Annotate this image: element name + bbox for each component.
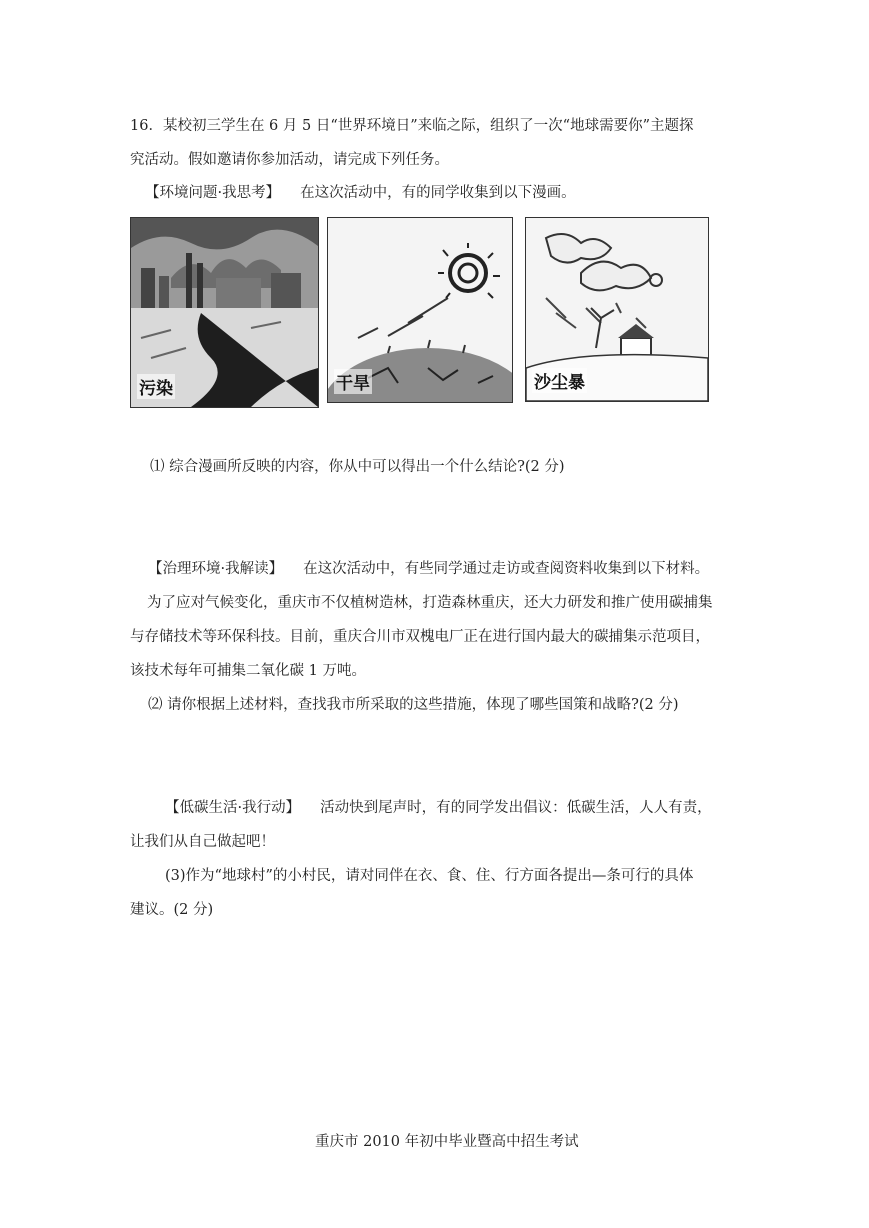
section-2-text: 在这次活动中，有些同学通过走访或查阅资料收集到以下材料。: [303, 561, 710, 577]
question-1: ⑴ 综合漫画所反映的内容，你从中可以得出一个什么结论?(2 分): [150, 459, 565, 475]
section-3-text: 活动快到尾声时，有的同学发出倡议：低碳生活，人人有责，: [320, 800, 712, 816]
comic-drought: [327, 217, 513, 403]
comic-sandstorm: [525, 217, 709, 402]
section-1-text: 在这次活动中，有的同学收集到以下漫画。: [300, 185, 576, 201]
section-1-heading: [145, 181, 576, 202]
question-16-line-2: 究活动。假如邀请你参加活动，请完成下列任务。: [130, 152, 449, 168]
comic-drought-caption: 干旱: [334, 369, 372, 394]
question-3-line-1: (3)作为“地球村”的小村民，请对同伴在衣、食、住、行方面各提出—条可行的具体: [165, 868, 694, 884]
section-2-heading: [148, 557, 709, 578]
comic-pollution: [130, 217, 319, 408]
section-1-title: 【环境问题·我思考】: [145, 185, 281, 201]
comic-sandstorm-caption: 沙尘暴: [532, 368, 587, 393]
material-line-1: 为了应对气候变化，重庆市不仅植树造林，打造森林重庆，还大力研发和推广使用碳捕集: [147, 595, 713, 611]
comic-pollution-caption: 污染: [137, 374, 175, 399]
page-footer: 重庆市 2010 年初中毕业暨高中招生考试: [315, 1134, 579, 1150]
section-2-title: 【治理环境·我解读】: [148, 561, 284, 577]
question-2: ⑵ 请你根据上述材料，查找我市所采取的这些措施，体现了哪些国策和战略?(2 分): [148, 697, 679, 713]
question-3-line-2: 建议。(2 分): [130, 902, 214, 918]
section-3-heading: [165, 796, 712, 817]
question-16-line-1: 16．某校初三学生在 6 月 5 日“世界环境日”来临之际，组织了一次“地球需要你”主题探: [130, 118, 694, 134]
section-3-title: 【低碳生活·我行动】: [165, 800, 301, 816]
material-line-3: 该技术每年可捕集二氧化碳 1 万吨。: [130, 663, 366, 679]
material-line-2: 与存储技术等环保科技。目前，重庆合川市双槐电厂正在进行国内最大的碳捕集示范项目，: [130, 629, 710, 645]
section-3-text-line-2: 让我们从自己做起吧！: [130, 834, 275, 850]
